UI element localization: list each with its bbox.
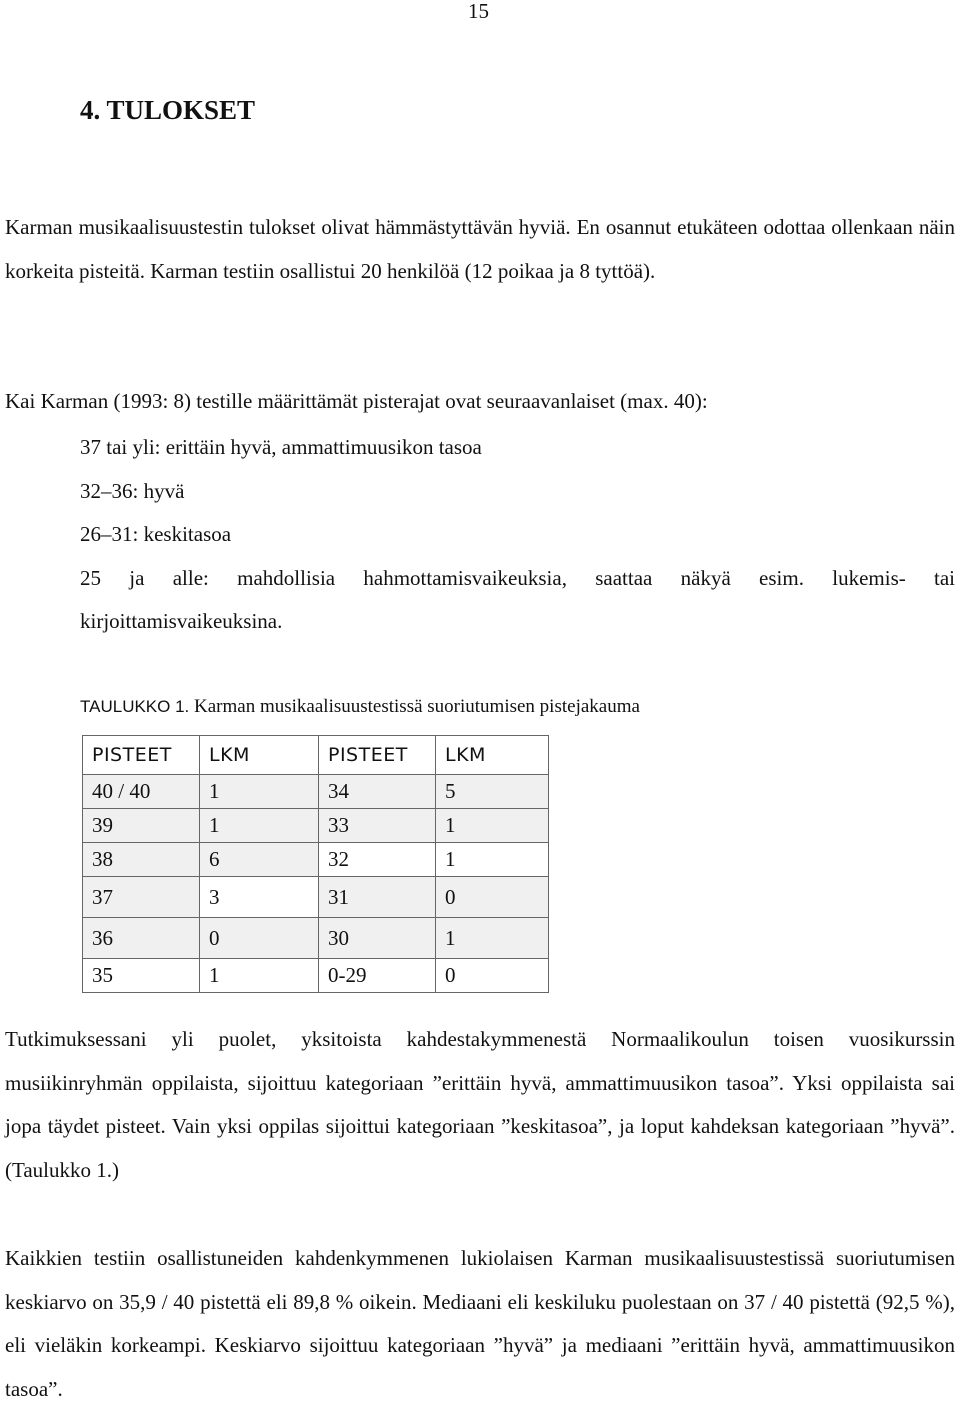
table-cell: 0 — [436, 877, 549, 918]
table-cell: 5 — [436, 775, 549, 809]
table-cell: 36 — [83, 918, 200, 959]
table-cell: 6 — [200, 843, 319, 877]
table-cell: 1 — [436, 809, 549, 843]
table-row — [83, 918, 549, 959]
header-count-2: LKM — [436, 736, 549, 775]
table-cell: 38 — [83, 843, 200, 877]
score-limits-intro: Kai Karman (1993: 8) testille määrittämät pisterajat ovat seuraavanlaiset (max. 40): — [5, 389, 708, 413]
table-cell: 37 — [83, 877, 200, 918]
table-row — [83, 843, 549, 877]
table-cell: 1 — [436, 918, 549, 959]
table-row — [83, 775, 549, 809]
results-paragraph: Tutkimuksessani yli puolet, yksitoista kahdestakymmenestä Normaalikoulun toisen vuosikurssin musiikinryhmän oppilaista, sijoittuu kategoriaan ”erittäin hyvä, ammattimuusikon tasoa”. Yksi oppilaista sai jopa täydet pisteet. Vain yksi oppilas sijoittui kategoriaan ”keskitasoa”, ja loput kahdeksan kategoriaan ”hyvä”. (Taulukko 1.) — [5, 1027, 955, 1182]
table-caption-label: TAULUKKO 1. — [80, 697, 190, 716]
table-row — [83, 809, 549, 843]
table-cell: 1 — [200, 809, 319, 843]
table-cell: 35 — [83, 959, 200, 993]
table-cell: 3 — [200, 877, 319, 918]
table-cell: 32 — [319, 843, 436, 877]
range-item-good: 32–36: hyvä — [80, 478, 185, 503]
table-header-row — [83, 736, 549, 775]
section-heading: 4. TULOKSET — [80, 95, 256, 125]
range-item-excellent: 37 tai yli: erittäin hyvä, ammattimuusikon tasoa — [80, 435, 482, 459]
score-range-list — [80, 426, 955, 644]
table-cell: 0 — [436, 959, 549, 993]
statistics-paragraph: Kaikkien testiin osallistuneiden kahdenkymmenen lukiolaisen Karman musikaalisuustestissä suoriutumisen keskiarvo on 35,9 / 40 pistettä eli 89,8 % oikein. Mediaani eli keskiluku puolestaan on 37 / 40 pistettä (92,5 %), eli vieläkin korkeampi. Keskiarvo sijoittuu kategoriaan ”hyvä” ja mediaani ”erittäin hyvä, ammattimuusikon tasoa”. — [5, 1246, 955, 1401]
table-cell: 34 — [319, 775, 436, 809]
table-cell: 1 — [200, 775, 319, 809]
table-cell: 33 — [319, 809, 436, 843]
table-cell: 30 — [319, 918, 436, 959]
table-cell: 0-29 — [319, 959, 436, 993]
range-item-average: 26–31: keskitasoa — [80, 522, 232, 547]
score-distribution-table — [82, 735, 549, 993]
table-cell: 39 — [83, 809, 200, 843]
table-cell: 1 — [436, 843, 549, 877]
header-points-2: PISTEET — [319, 736, 436, 775]
table-row — [83, 959, 549, 993]
page-number: 15 — [468, 0, 489, 23]
range-item-low: 25 ja alle: mahdollisia hahmottamisvaikeuksia, saattaa näkyä esim. lukemis- tai kirjoittamisvaikeuksina. — [80, 565, 955, 634]
header-count-1: LKM — [200, 736, 319, 775]
table-row — [83, 877, 549, 918]
table-cell: 0 — [200, 918, 319, 959]
table-caption — [80, 695, 640, 719]
table-caption-text: Karman musikaalisuustestissä suoriutumisen pistejakauma — [189, 696, 640, 717]
table-cell: 40 / 40 — [83, 775, 200, 809]
intro-paragraph: Karman musikaalisuustestin tulokset olivat hämmästyttävän hyviä. En osannut etukäteen odottaa ollenkaan näin korkeita pisteitä. Karman testiin osallistui 20 henkilöä (12 poikaa ja 8 tyttöä). — [5, 215, 955, 283]
table-cell: 1 — [200, 959, 319, 993]
table-cell: 31 — [319, 877, 436, 918]
header-points-1: PISTEET — [83, 736, 200, 775]
